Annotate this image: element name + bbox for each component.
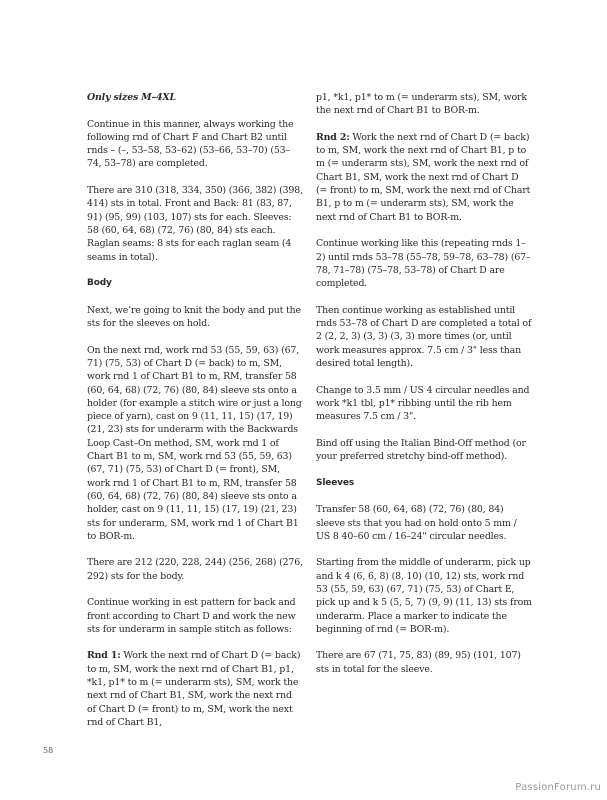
paragraph-continue-chart-f: Continue in this manner, always working the following rnd of Chart F and Chart B2 until rnds – (–, 53–58, 53–62) (53–66, 53–70) (53–74, 53–78) are completed. <box>87 118 294 170</box>
rnd-1-label: Rnd 1: <box>87 650 121 662</box>
rnd-2-text: Work the next rnd of Chart D (= back) to m, SM, work the next rnd of Chart B1, p to m (= underarm sts), SM, work the next rnd of Chart B1, SM, work the next rnd of Chart D (= front) to m, SM, work the next rnd of Chart B1, p to m (= underarm sts), SM, work the next rnd of Chart B1 to BOR-m. <box>316 131 531 223</box>
paragraph-next-rnd: On the next rnd, work rnd 53 (55, 59, 63) (67, 71) (75, 53) of Chart D (= back) to m, SM, work rnd 1 of Chart B1 to m, RM, transfer 58 (60, 64, 68) (72, 76) (80, 84) sleeve sts onto a holder (for example a stitch wire or just a long piece of yarn), cast on 9 (11, 11, 15) (17, 19) (21, 23) sts for underarm with the Backwards Loop Cast–On method, SM, work rnd 1 of Chart B1 to m, SM, work rnd 53 (55, 59, 63) (67, 71) (75, 53) of Chart D (= front), SM, work rnd 1 of Chart B1 to m, RM, transfer 58 (60, 64, 68) (72, 76) (80, 84) sleeve sts onto a holder, cast on 9 (11, 11, 15) (17, 19) (21, 23) sts for underarm, SM, work rnd 1 of Chart B1 to BOR-m. <box>87 344 302 542</box>
right-column <box>316 91 532 689</box>
paragraph-bind-off: Bind off using the Italian Bind-Off method (or your preferred stretchy bind-off method). <box>316 437 526 463</box>
section-heading-body: Body <box>87 278 112 289</box>
paragraph-est-pattern: Continue working in est pattern for back and front according to Chart D and work the new sts for underarm in sample stitch as follows: <box>87 597 296 635</box>
paragraph-pick-up: Starting from the middle of underarm, pick up and k 4 (6, 6, 8) (8, 10) (10, 12) sts, work rnd 53 (55, 59, 63) (67, 71) (75, 53) of Chart E, pick up and k 5 (5, 5, 7) (9, 9) (11, 13) sts from underarm. Place a marker to indicate the beginning of rnd (= BOR-m). <box>316 557 532 635</box>
paragraph-rnd-1 <box>87 649 303 729</box>
paragraph-sleeve-sts: There are 67 (71, 75, 83) (89, 95) (101, 107) sts in total for the sleeve. <box>316 650 521 675</box>
paragraph-body-intro: Next, we’re going to knit the body and put the sts for the sleeves on hold. <box>87 304 301 330</box>
paragraph-rnd-1-continued: p1, *k1, p1* to m (= underarm sts), SM, work the next rnd of Chart B1 to BOR-m. <box>316 92 527 117</box>
paragraph-body-sts: There are 212 (220, 228, 244) (256, 268) (276, 292) sts for the body. <box>87 557 303 582</box>
sizes-heading: Only sizes M–4XL <box>87 92 176 103</box>
paragraph-change-needles: Change to 3.5 mm / US 4 circular needles and work *k1 tbl, p1* ribbing until the rib hem measures 7.5 cm / 3". <box>316 384 530 423</box>
paragraph-rnd-2 <box>316 131 532 224</box>
paragraph-stitch-totals: There are 310 (318, 334, 350) (366, 382) (398, 414) sts in total. Front and Back: 81 (83, 87, 91) (95, 99) (103, 107) sts for each. Sleeves: 58 (60, 64, 68) (72, 76) (80, 84) sts each. Raglan seams: 8 sts for each raglan seam (4 seams in total). <box>87 185 303 263</box>
left-column <box>87 91 303 743</box>
paragraph-transfer-sleeve: Transfer 58 (60, 64, 68) (72, 76) (80, 84) sleeve sts that you had on hold onto 5 mm / US 8 40–60 cm / 16–24" circular needles. <box>316 504 517 542</box>
section-heading-sleeves: Sleeves <box>316 477 355 488</box>
page-number: 58 <box>43 746 54 755</box>
paragraph-repeat-rnds: Continue working like this (repeating rnds 1–2) until rnds 53–78 (55–78, 59–78, 63–78) (67–78, 71–78) (75–78, 53–78) of Chart D are completed. <box>316 238 531 290</box>
rnd-2-label: Rnd 2: <box>316 131 350 143</box>
rnd-1-text: Work the next rnd of Chart D (= back) to m, SM, work the next rnd of Chart B1, p1, *k1, p1* to m (= underarm sts), SM, work the next rnd of Chart B1, SM, work the next rnd of Chart D (= front) to m, SM, work the next rnd of Chart B1, <box>87 650 301 728</box>
watermark: PassionForum.ru <box>515 782 601 793</box>
paragraph-continue-established: Then continue working as established until rnds 53–78 of Chart D are completed a total of 2 (2, 2, 3) (3, 3) (3, 3) more times (or, until work measures approx. 7.5 cm / 3" less than desired total length). <box>316 304 532 369</box>
